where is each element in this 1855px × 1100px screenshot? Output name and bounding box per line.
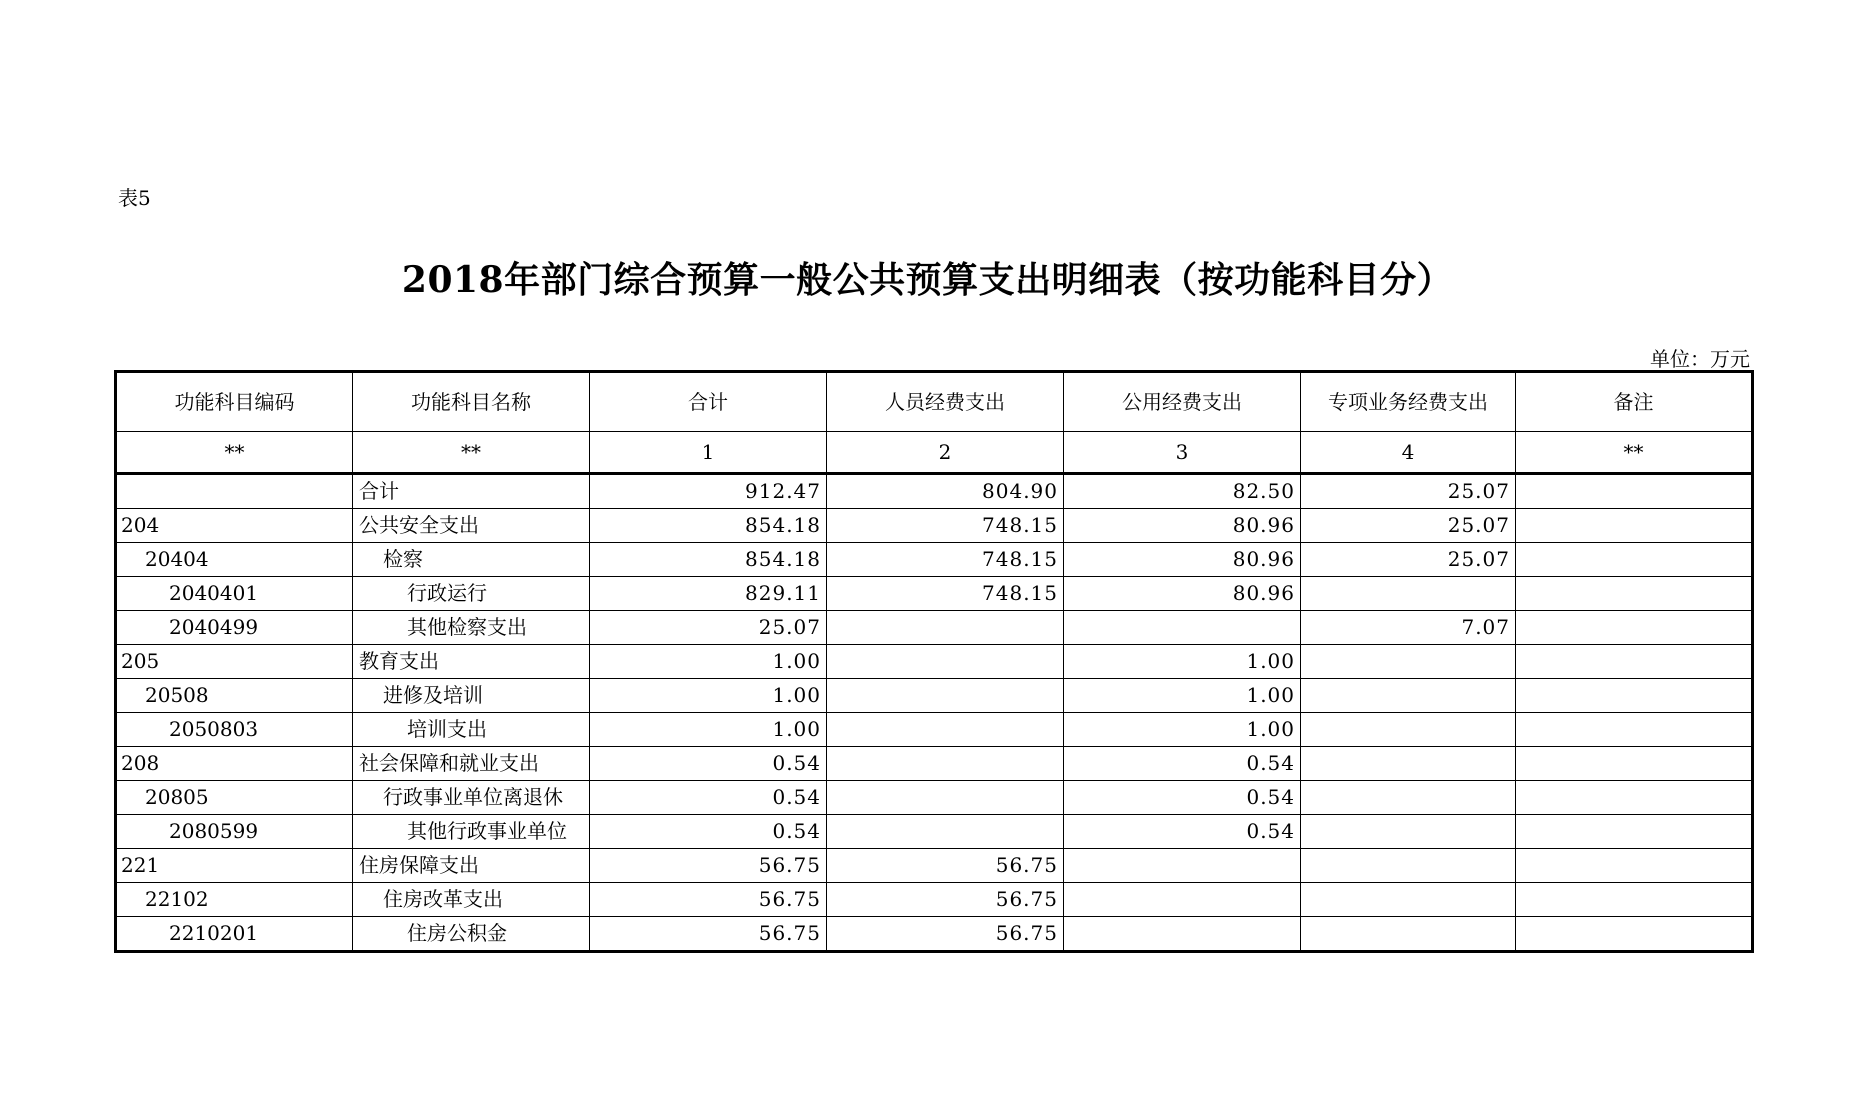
special-cell: 25.07 [1301,543,1516,577]
public-cell: 82.50 [1064,474,1301,509]
total-cell: 854.18 [590,543,827,577]
personnel-cell: 748.15 [827,509,1064,543]
public-cell: 80.96 [1064,577,1301,611]
public-cell [1064,849,1301,883]
total-cell: 0.54 [590,747,827,781]
total-cell: 0.54 [590,781,827,815]
code-cell: 2040401 [116,577,353,611]
table-row [116,577,1753,611]
note-cell [1516,747,1753,781]
header-cell-code: 功能科目编码 [116,372,353,432]
note-cell [1516,474,1753,509]
name-cell: 教育支出 [353,645,590,679]
public-cell: 80.96 [1064,543,1301,577]
name-cell: 社会保障和就业支出 [353,747,590,781]
index-cell: ** [353,432,590,474]
header-cell-name: 功能科目名称 [353,372,590,432]
special-cell [1301,815,1516,849]
name-cell: 住房保障支出 [353,849,590,883]
index-cell: 2 [827,432,1064,474]
code-cell: 205 [116,645,353,679]
personnel-cell: 748.15 [827,543,1064,577]
table-row [116,917,1753,952]
name-cell: 其他检察支出 [353,611,590,645]
special-cell: 25.07 [1301,509,1516,543]
note-cell [1516,543,1753,577]
index-cell: ** [1516,432,1753,474]
name-cell: 培训支出 [353,713,590,747]
note-cell [1516,577,1753,611]
special-cell: 7.07 [1301,611,1516,645]
note-cell [1516,509,1753,543]
index-row [116,432,1753,474]
total-cell: 56.75 [590,917,827,952]
personnel-cell [827,781,1064,815]
header-cell-note: 备注 [1516,372,1753,432]
name-cell: 住房改革支出 [353,883,590,917]
personnel-cell: 56.75 [827,849,1064,883]
name-cell: 行政运行 [353,577,590,611]
table-row [116,713,1753,747]
header-cell-public: 公用经费支出 [1064,372,1301,432]
public-cell [1064,611,1301,645]
public-cell: 1.00 [1064,645,1301,679]
special-cell [1301,577,1516,611]
special-cell [1301,849,1516,883]
table-row [116,815,1753,849]
name-cell: 住房公积金 [353,917,590,952]
code-cell: 2080599 [116,815,353,849]
index-cell: 1 [590,432,827,474]
table-row [116,849,1753,883]
special-cell [1301,917,1516,952]
table-number-label: 表5 [118,186,151,210]
header-cell-special: 专项业务经费支出 [1301,372,1516,432]
total-cell: 854.18 [590,509,827,543]
public-cell [1064,883,1301,917]
note-cell [1516,815,1753,849]
code-cell: 2210201 [116,917,353,952]
total-cell: 1.00 [590,679,827,713]
public-cell: 1.00 [1064,713,1301,747]
personnel-cell [827,747,1064,781]
personnel-cell [827,611,1064,645]
personnel-cell [827,679,1064,713]
table-row [116,474,1753,509]
table-row [116,543,1753,577]
name-cell: 公共安全支出 [353,509,590,543]
public-cell: 0.54 [1064,815,1301,849]
public-cell: 1.00 [1064,679,1301,713]
personnel-cell: 56.75 [827,917,1064,952]
special-cell: 25.07 [1301,474,1516,509]
table-row [116,781,1753,815]
personnel-cell [827,713,1064,747]
name-cell: 行政事业单位离退休 [353,781,590,815]
code-cell: 221 [116,849,353,883]
special-cell [1301,645,1516,679]
special-cell [1301,883,1516,917]
code-cell: 2050803 [116,713,353,747]
code-cell: 2040499 [116,611,353,645]
code-cell: 20404 [116,543,353,577]
public-cell [1064,917,1301,952]
name-cell: 合计 [353,474,590,509]
header-cell-personnel: 人员经费支出 [827,372,1064,432]
index-cell: 3 [1064,432,1301,474]
total-cell: 829.11 [590,577,827,611]
note-cell [1516,645,1753,679]
total-cell: 56.75 [590,883,827,917]
note-cell [1516,713,1753,747]
table-row [116,611,1753,645]
header-row [116,372,1753,432]
total-cell: 1.00 [590,645,827,679]
code-cell: 22102 [116,883,353,917]
name-cell: 检察 [353,543,590,577]
note-cell [1516,849,1753,883]
note-cell [1516,917,1753,952]
personnel-cell [827,645,1064,679]
note-cell [1516,781,1753,815]
note-cell [1516,883,1753,917]
total-cell: 25.07 [590,611,827,645]
table-row [116,509,1753,543]
public-cell: 0.54 [1064,781,1301,815]
public-cell: 80.96 [1064,509,1301,543]
code-cell: 20805 [116,781,353,815]
special-cell [1301,679,1516,713]
header-cell-total: 合计 [590,372,827,432]
special-cell [1301,781,1516,815]
unit-label: 单位：万元 [1650,347,1750,371]
index-cell: ** [116,432,353,474]
name-cell: 其他行政事业单位 [353,815,590,849]
total-cell: 1.00 [590,713,827,747]
public-cell: 0.54 [1064,747,1301,781]
note-cell [1516,679,1753,713]
note-cell [1516,611,1753,645]
personnel-cell [827,815,1064,849]
budget-expenditure-table [114,370,1754,953]
personnel-cell: 56.75 [827,883,1064,917]
total-cell: 912.47 [590,474,827,509]
page-title: 2018年部门综合预算一般公共预算支出明细表（按功能科目分） [401,259,1454,301]
personnel-cell: 748.15 [827,577,1064,611]
total-cell: 0.54 [590,815,827,849]
special-cell [1301,713,1516,747]
code-cell: 204 [116,509,353,543]
personnel-cell: 804.90 [827,474,1064,509]
code-cell: 20508 [116,679,353,713]
total-cell: 56.75 [590,849,827,883]
name-cell: 进修及培训 [353,679,590,713]
special-cell [1301,747,1516,781]
code-cell: 208 [116,747,353,781]
table-row [116,883,1753,917]
code-cell [116,474,353,509]
index-cell: 4 [1301,432,1516,474]
table-row [116,747,1753,781]
table-row [116,645,1753,679]
table-row [116,679,1753,713]
